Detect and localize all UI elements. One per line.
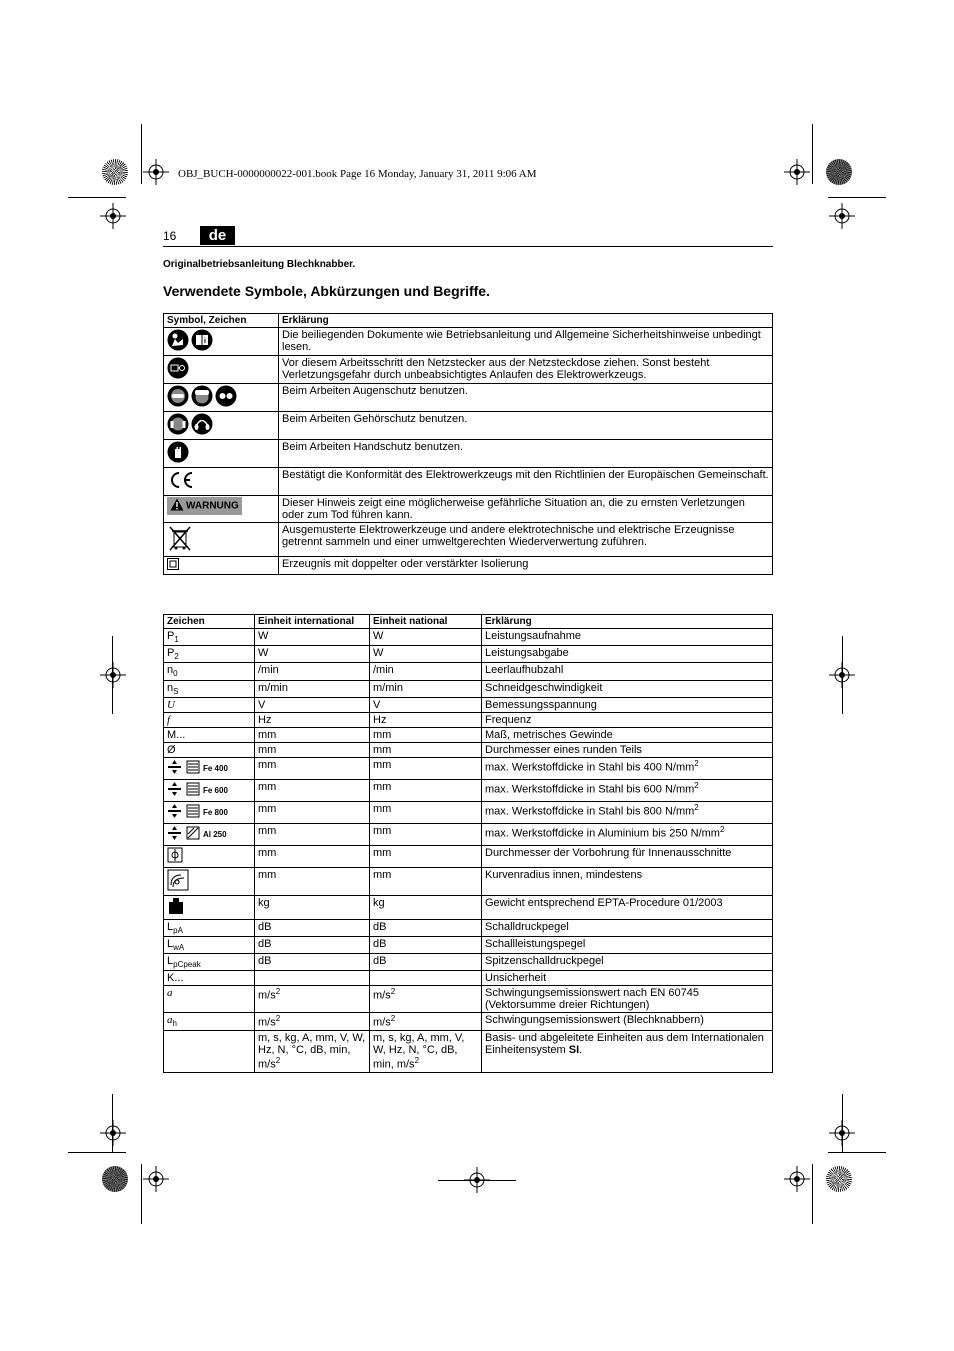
- sign-cell: [164, 867, 255, 895]
- sign-subscript: 1: [174, 635, 179, 645]
- explanation-cell: Dieser Hinweis zeigt eine möglicherweise gefährliche Situation an, die zu ernsten Verletzungen oder zum Tod führen kann.: [279, 496, 773, 523]
- unit-national-cell: [370, 663, 482, 680]
- explanation-cell: Die beiliegenden Dokumente wie Betriebsanleitung und Allgemeine Sicherheitshinweise unbedingt lesen.: [279, 328, 773, 356]
- description-text: max. Werkstoffdicke in Aluminium bis 250 N/mm: [485, 827, 720, 840]
- unit-international-cell: [255, 801, 370, 823]
- unplug-icon: [167, 357, 189, 382]
- gloves-icon: [167, 441, 189, 466]
- sign-symbol: U: [167, 698, 175, 711]
- unit-national-cell: [370, 895, 482, 919]
- unit-national-cell: [370, 1030, 482, 1072]
- description-text: Unsicherheit: [485, 972, 547, 985]
- sign-symbol: n: [167, 681, 174, 694]
- description-cell: [482, 823, 773, 845]
- description-text: Gewicht entsprechend EPTA-Procedure 01/2003: [485, 896, 723, 909]
- units-table-header: [164, 615, 773, 629]
- symbols-table-row: [164, 328, 773, 356]
- unit-international: mm: [258, 758, 277, 771]
- unit-national: dB: [373, 920, 387, 933]
- unit-international: mm: [258, 846, 277, 859]
- sign-cell: [164, 629, 255, 646]
- sign-cell: [164, 801, 255, 823]
- sign-cell: [164, 845, 255, 867]
- ear-muffs-icon: [191, 413, 213, 438]
- unit-international: dB: [258, 920, 272, 933]
- description-cell: [482, 936, 773, 953]
- unit-international-cell: [255, 757, 370, 779]
- sign-symbol: M...: [167, 728, 186, 741]
- section-title: Verwendete Symbole, Abkürzungen und Begriffe.: [163, 283, 490, 299]
- unit-national: m/s: [373, 1016, 391, 1029]
- sign-cell: [164, 1030, 255, 1072]
- description-text: Schwingungsemissionswert (Blechknabbern): [485, 1014, 704, 1027]
- unit-international: dB: [258, 955, 272, 968]
- description-superscript: 2: [694, 780, 699, 790]
- language-badge: de: [200, 226, 235, 245]
- description-superscript: 2: [694, 758, 699, 768]
- units-table-row: [164, 727, 773, 742]
- unit-international: m/s: [258, 989, 276, 1002]
- description-cell: [482, 971, 773, 986]
- unit-national-cell: [370, 801, 482, 823]
- symbols-table-row: [164, 468, 773, 496]
- steel-thickness-icon: [167, 759, 201, 778]
- unit-international-cell: [255, 1030, 370, 1072]
- unit-international-cell: [255, 742, 370, 757]
- unit-international-cell: [255, 712, 370, 727]
- description-text: Kurvenradius innen, mindestens: [485, 868, 643, 881]
- unit-national: dB: [373, 937, 387, 950]
- unit-national: mm: [373, 743, 392, 756]
- sign-symbol: L: [167, 955, 174, 968]
- sign-symbol: a: [167, 987, 173, 1000]
- registration-target-icon: [143, 1166, 169, 1192]
- unit-international-cell: [255, 697, 370, 712]
- warning-label: WARNUNG: [186, 500, 239, 512]
- sign-cell: [164, 919, 255, 936]
- description-cell: [482, 954, 773, 971]
- unit-national: V: [373, 698, 381, 711]
- aluminium-thickness-icon: [167, 825, 201, 844]
- si-label: SI: [568, 1043, 580, 1056]
- header-rule: [163, 246, 773, 247]
- units-table-row: [164, 801, 773, 823]
- material-label: Fe 600: [203, 785, 228, 795]
- description-cell: [482, 646, 773, 663]
- description-text: Schalldruckpegel: [485, 920, 569, 933]
- unit-international-cell: [255, 727, 370, 742]
- description-cell: [482, 895, 773, 919]
- page-number: 16: [163, 229, 177, 243]
- description-cell: [482, 680, 773, 697]
- sign-cell: [164, 712, 255, 727]
- sign-cell: [164, 971, 255, 986]
- unit-national: W: [373, 647, 384, 660]
- unit-national-cell: [370, 954, 482, 971]
- unit-international-cell: [255, 646, 370, 663]
- unit-national-cell: [370, 986, 482, 1013]
- explanation-cell: Vor diesem Arbeitsschritt den Netzstecker aus der Netzsteckdose ziehen. Sonst besteht Verletzungsgefahr durch unbeabsichtigtes Anlaufen des Elektrowerkzeugs.: [279, 356, 773, 384]
- explanation-cell: Erzeugnis mit doppelter oder verstärkter Isolierung: [279, 557, 773, 575]
- sign-symbol: P: [167, 630, 175, 642]
- sign-symbol: L: [167, 920, 174, 933]
- units-table-row: [164, 919, 773, 936]
- sign-cell: [164, 895, 255, 919]
- unit-international-cell: [255, 919, 370, 936]
- sign-cell: [164, 954, 255, 971]
- unit-superscript: 2: [275, 987, 281, 997]
- symbols-table-row: [164, 356, 773, 384]
- units-table-row: [164, 697, 773, 712]
- registration-rosette-icon: [826, 159, 852, 185]
- unit-national-cell: [370, 742, 482, 757]
- units-table-row: [164, 680, 773, 697]
- description-text: Schallleistungspegel: [485, 937, 586, 950]
- unit-national-cell: [370, 712, 482, 727]
- unit-national-cell: [370, 1013, 482, 1031]
- units-table-row: [164, 971, 773, 986]
- registration-rosette-icon: [102, 1166, 128, 1192]
- symbols-table-row: [164, 440, 773, 468]
- unit-international-cell: [255, 1013, 370, 1031]
- unit-international: m, s, kg, A, mm, V, W, Hz, N, °C, dB, min, m/s: [258, 1031, 366, 1071]
- sign-cell: [164, 646, 255, 663]
- description-cell: [482, 867, 773, 895]
- unit-international-cell: [255, 867, 370, 895]
- unit-national: m, s, kg, A, mm, V, W, Hz, N, °C, dB, min, m/s: [373, 1031, 465, 1071]
- registration-target-icon: [829, 203, 855, 229]
- description-text: Durchmesser der Vorbohrung für Innenausschnitte: [485, 846, 732, 859]
- symbol-cell: [164, 356, 279, 384]
- description-text: Bemessungsspannung: [485, 698, 597, 711]
- col-explanation: Erklärung: [279, 314, 773, 328]
- unit-national: mm: [373, 868, 392, 881]
- symbol-cell: [164, 523, 279, 557]
- material-label: Fe 800: [203, 807, 228, 817]
- description-text: Basis- und abgeleitete Einheiten aus dem Internationalen Einheitensystem: [485, 1031, 764, 1056]
- description-cell: [482, 712, 773, 727]
- registration-rosette-icon: [102, 159, 128, 185]
- col-sign: Zeichen: [164, 615, 255, 629]
- unit-national-cell: [370, 845, 482, 867]
- unit-national: m/min: [373, 681, 403, 694]
- sign-subscript: h: [172, 1019, 177, 1029]
- unit-national-cell: [370, 779, 482, 801]
- symbol-cell: [164, 496, 279, 523]
- units-table-row: [164, 823, 773, 845]
- goggles-icon: [215, 385, 237, 410]
- sign-cell: [164, 697, 255, 712]
- registration-target-icon: [100, 1120, 126, 1146]
- description-text: Schneidgeschwindigkeit: [485, 681, 603, 694]
- sign-subscript: 0: [173, 669, 178, 679]
- unit-international-cell: [255, 845, 370, 867]
- unit-international: Hz: [258, 713, 272, 726]
- units-table-row: [164, 1030, 773, 1072]
- description-superscript: 2: [694, 802, 699, 812]
- material-label: Fe 400: [203, 763, 228, 773]
- sign-cell: [164, 680, 255, 697]
- registration-target-icon: [464, 1167, 490, 1193]
- symbols-table: [163, 313, 773, 575]
- description-cell: [482, 845, 773, 867]
- units-table-row: [164, 954, 773, 971]
- sign-symbol: a: [167, 1014, 173, 1027]
- sign-cell: [164, 742, 255, 757]
- sign-cell: [164, 823, 255, 845]
- symbols-table-row: [164, 496, 773, 523]
- svg-text:i: i: [204, 338, 206, 345]
- crossed-bin-icon: [167, 524, 193, 555]
- registration-rosette-icon: [826, 1166, 852, 1192]
- symbols-table-row: [164, 412, 773, 440]
- description-text: Maß, metrisches Gewinde: [485, 728, 613, 741]
- unit-national-cell: [370, 629, 482, 646]
- unit-national: mm: [373, 802, 392, 815]
- unit-international-cell: [255, 986, 370, 1013]
- description-text: Frequenz: [485, 713, 532, 726]
- units-table-row: [164, 757, 773, 779]
- unit-international: W: [258, 630, 269, 642]
- sign-cell: [164, 663, 255, 680]
- sign-subscript: S: [173, 686, 179, 696]
- unit-international-cell: [255, 680, 370, 697]
- description-cell: [482, 757, 773, 779]
- description-cell: [482, 629, 773, 646]
- unit-international: dB: [258, 937, 272, 950]
- sign-cell: [164, 727, 255, 742]
- unit-international-cell: [255, 823, 370, 845]
- description-text: Spitzenschalldruckpegel: [485, 955, 604, 968]
- unit-national-cell: [370, 936, 482, 953]
- unit-international-cell: [255, 954, 370, 971]
- symbol-cell: [164, 468, 279, 496]
- unit-international-cell: [255, 895, 370, 919]
- double-insulation-icon: [167, 558, 179, 573]
- units-table: [163, 614, 773, 1073]
- units-table-row: [164, 742, 773, 757]
- unit-national: mm: [373, 780, 392, 793]
- material-label: Al 250: [203, 829, 227, 839]
- sign-cell: [164, 986, 255, 1013]
- registration-target-icon: [784, 159, 810, 185]
- registration-target-icon: [100, 203, 126, 229]
- units-table-row: [164, 779, 773, 801]
- sign-symbol: K...: [167, 972, 184, 985]
- description-text: Durchmesser eines runden Teils: [485, 743, 642, 756]
- unit-international: mm: [258, 802, 277, 815]
- unit-national: m/s: [373, 989, 391, 1002]
- unit-national: mm: [373, 824, 392, 837]
- symbols-table-row: [164, 557, 773, 575]
- unit-international: kg: [258, 896, 270, 909]
- unit-national-cell: [370, 727, 482, 742]
- unit-international: m/min: [258, 681, 288, 694]
- sign-cell: [164, 1013, 255, 1031]
- unit-national: mm: [373, 728, 392, 741]
- unit-national: W: [373, 630, 384, 642]
- unit-national-cell: [370, 646, 482, 663]
- unit-national: /min: [373, 664, 394, 677]
- symbols-table-row: [164, 384, 773, 412]
- col-unit-international: Einheit international: [255, 615, 370, 629]
- unit-international-cell: [255, 936, 370, 953]
- description-text: max. Werkstoffdicke in Stahl bis 800 N/mm: [485, 805, 695, 818]
- symbol-cell: [164, 412, 279, 440]
- description-cell: [482, 663, 773, 680]
- units-table-row: [164, 663, 773, 680]
- registration-target-icon: [829, 1120, 855, 1146]
- unit-superscript: 2: [390, 1014, 396, 1024]
- symbol-cell: [164, 328, 279, 356]
- description-cell: [482, 801, 773, 823]
- unit-international: mm: [258, 728, 277, 741]
- unit-national-cell: [370, 697, 482, 712]
- registration-target-icon: [143, 159, 169, 185]
- unit-international-cell: [255, 629, 370, 646]
- units-table-row: [164, 629, 773, 646]
- unit-international-cell: [255, 663, 370, 680]
- document-subtitle: Originalbetriebsanleitung Blechknabber.: [163, 259, 356, 270]
- description-text: max. Werkstoffdicke in Stahl bis 400 N/mm: [485, 761, 695, 774]
- unit-national: kg: [373, 896, 385, 909]
- registration-target-icon: [829, 662, 855, 688]
- unit-national: mm: [373, 846, 392, 859]
- unit-international: mm: [258, 780, 277, 793]
- sign-subscript: pCpeak: [173, 960, 201, 970]
- ce-mark-icon: [167, 469, 195, 494]
- symbol-cell: [164, 557, 279, 575]
- description-text: Schwingungsemissionswert nach EN 60745 (Vektorsumme dreier Richtungen): [485, 987, 700, 1012]
- unit-superscript: 2: [390, 987, 396, 997]
- unit-international: /min: [258, 664, 279, 677]
- col-description: Erklärung: [482, 615, 773, 629]
- description-tail: .: [579, 1043, 583, 1056]
- curve-radius-icon: [167, 869, 189, 894]
- unit-national-cell: [370, 919, 482, 936]
- symbols-table-header: [164, 314, 773, 328]
- steel-thickness-icon: [167, 781, 201, 800]
- safety-glasses-icon: [167, 385, 189, 410]
- description-text: Leerlaufhubzahl: [485, 664, 564, 677]
- registration-target-icon: [784, 1166, 810, 1192]
- explanation-cell: Beim Arbeiten Handschutz benutzen.: [279, 440, 773, 468]
- ear-protection-icon: [167, 413, 189, 438]
- unit-international: W: [258, 647, 269, 660]
- unit-national-cell: [370, 757, 482, 779]
- sign-symbol: L: [167, 937, 174, 950]
- explanation-cell: Bestätigt die Konformität des Elektrowerkzeugs mit den Richtlinien der Europäischen Gemeinschaft.: [279, 468, 773, 496]
- units-table-row: [164, 646, 773, 663]
- unit-international: mm: [258, 743, 277, 756]
- description-cell: [482, 779, 773, 801]
- unit-superscript: 2: [275, 1014, 281, 1024]
- sign-subscript: pA: [173, 925, 183, 935]
- units-table-row: [164, 1013, 773, 1031]
- col-unit-national: Einheit national: [370, 615, 482, 629]
- unit-international: mm: [258, 824, 277, 837]
- unit-international-cell: [255, 971, 370, 986]
- description-text: max. Werkstoffdicke in Stahl bis 600 N/mm: [485, 783, 695, 796]
- units-table-row: [164, 895, 773, 919]
- steel-thickness-icon: [167, 803, 201, 822]
- explanation-cell: Ausgemusterte Elektrowerkzeuge und andere elektrotechnische und elektrische Erzeugnisse getrennt sammeln und einer umweltgerechten Wiederverwertung zuführen.: [279, 523, 773, 557]
- unit-national: dB: [373, 955, 387, 968]
- col-symbol: Symbol, Zeichen: [164, 314, 279, 328]
- unit-national-cell: [370, 971, 482, 986]
- explanation-cell: Beim Arbeiten Gehörschutz benutzen.: [279, 412, 773, 440]
- unit-superscript: 2: [414, 1055, 420, 1065]
- sign-subscript: 2: [174, 652, 179, 662]
- symbol-cell: [164, 384, 279, 412]
- explanation-cell: Beim Arbeiten Augenschutz benutzen.: [279, 384, 773, 412]
- unit-national-cell: [370, 823, 482, 845]
- unit-national-cell: [370, 680, 482, 697]
- manual-book-icon: [191, 329, 213, 354]
- weight-icon: [167, 897, 185, 918]
- sign-cell: [164, 936, 255, 953]
- sign-subscript: wA: [173, 943, 185, 953]
- warning-badge: [167, 497, 242, 515]
- unit-international-cell: [255, 779, 370, 801]
- units-table-row: [164, 986, 773, 1013]
- unit-national-cell: [370, 867, 482, 895]
- sign-cell: [164, 757, 255, 779]
- unit-international: m/s: [258, 1016, 276, 1029]
- pre-drill-icon: [167, 847, 183, 866]
- unit-international: mm: [258, 868, 277, 881]
- units-table-row: [164, 936, 773, 953]
- description-superscript: 2: [719, 824, 725, 834]
- unit-national: Hz: [373, 713, 387, 726]
- unit-international: V: [258, 698, 266, 711]
- registration-target-icon: [100, 662, 126, 688]
- sign-symbol: f: [167, 713, 171, 726]
- units-table-row: [164, 867, 773, 895]
- face-shield-icon: [191, 385, 213, 410]
- book-header-line: OBJ_BUCH-0000000022-001.book Page 16 Monday, January 31, 2011 9:06 AM: [178, 168, 537, 180]
- sign-symbol: P: [167, 647, 175, 660]
- units-table-row: [164, 712, 773, 727]
- description-cell: [482, 986, 773, 1013]
- unit-superscript: 2: [275, 1055, 281, 1065]
- warning-triangle-icon: [170, 498, 184, 514]
- sign-cell: [164, 779, 255, 801]
- description-cell: [482, 697, 773, 712]
- units-table-row: [164, 845, 773, 867]
- description-text: Leistungsaufnahme: [485, 630, 582, 642]
- description-cell: [482, 1013, 773, 1031]
- description-cell: [482, 742, 773, 757]
- description-text: Leistungsabgabe: [485, 647, 569, 660]
- read-manual-icon: [167, 329, 189, 354]
- sign-symbol: Ø: [167, 743, 176, 756]
- description-cell: [482, 727, 773, 742]
- sign-symbol: n: [167, 664, 174, 677]
- symbols-table-row: [164, 523, 773, 557]
- unit-national: mm: [373, 758, 392, 771]
- description-cell: [482, 1030, 773, 1072]
- symbol-cell: [164, 440, 279, 468]
- description-cell: [482, 919, 773, 936]
